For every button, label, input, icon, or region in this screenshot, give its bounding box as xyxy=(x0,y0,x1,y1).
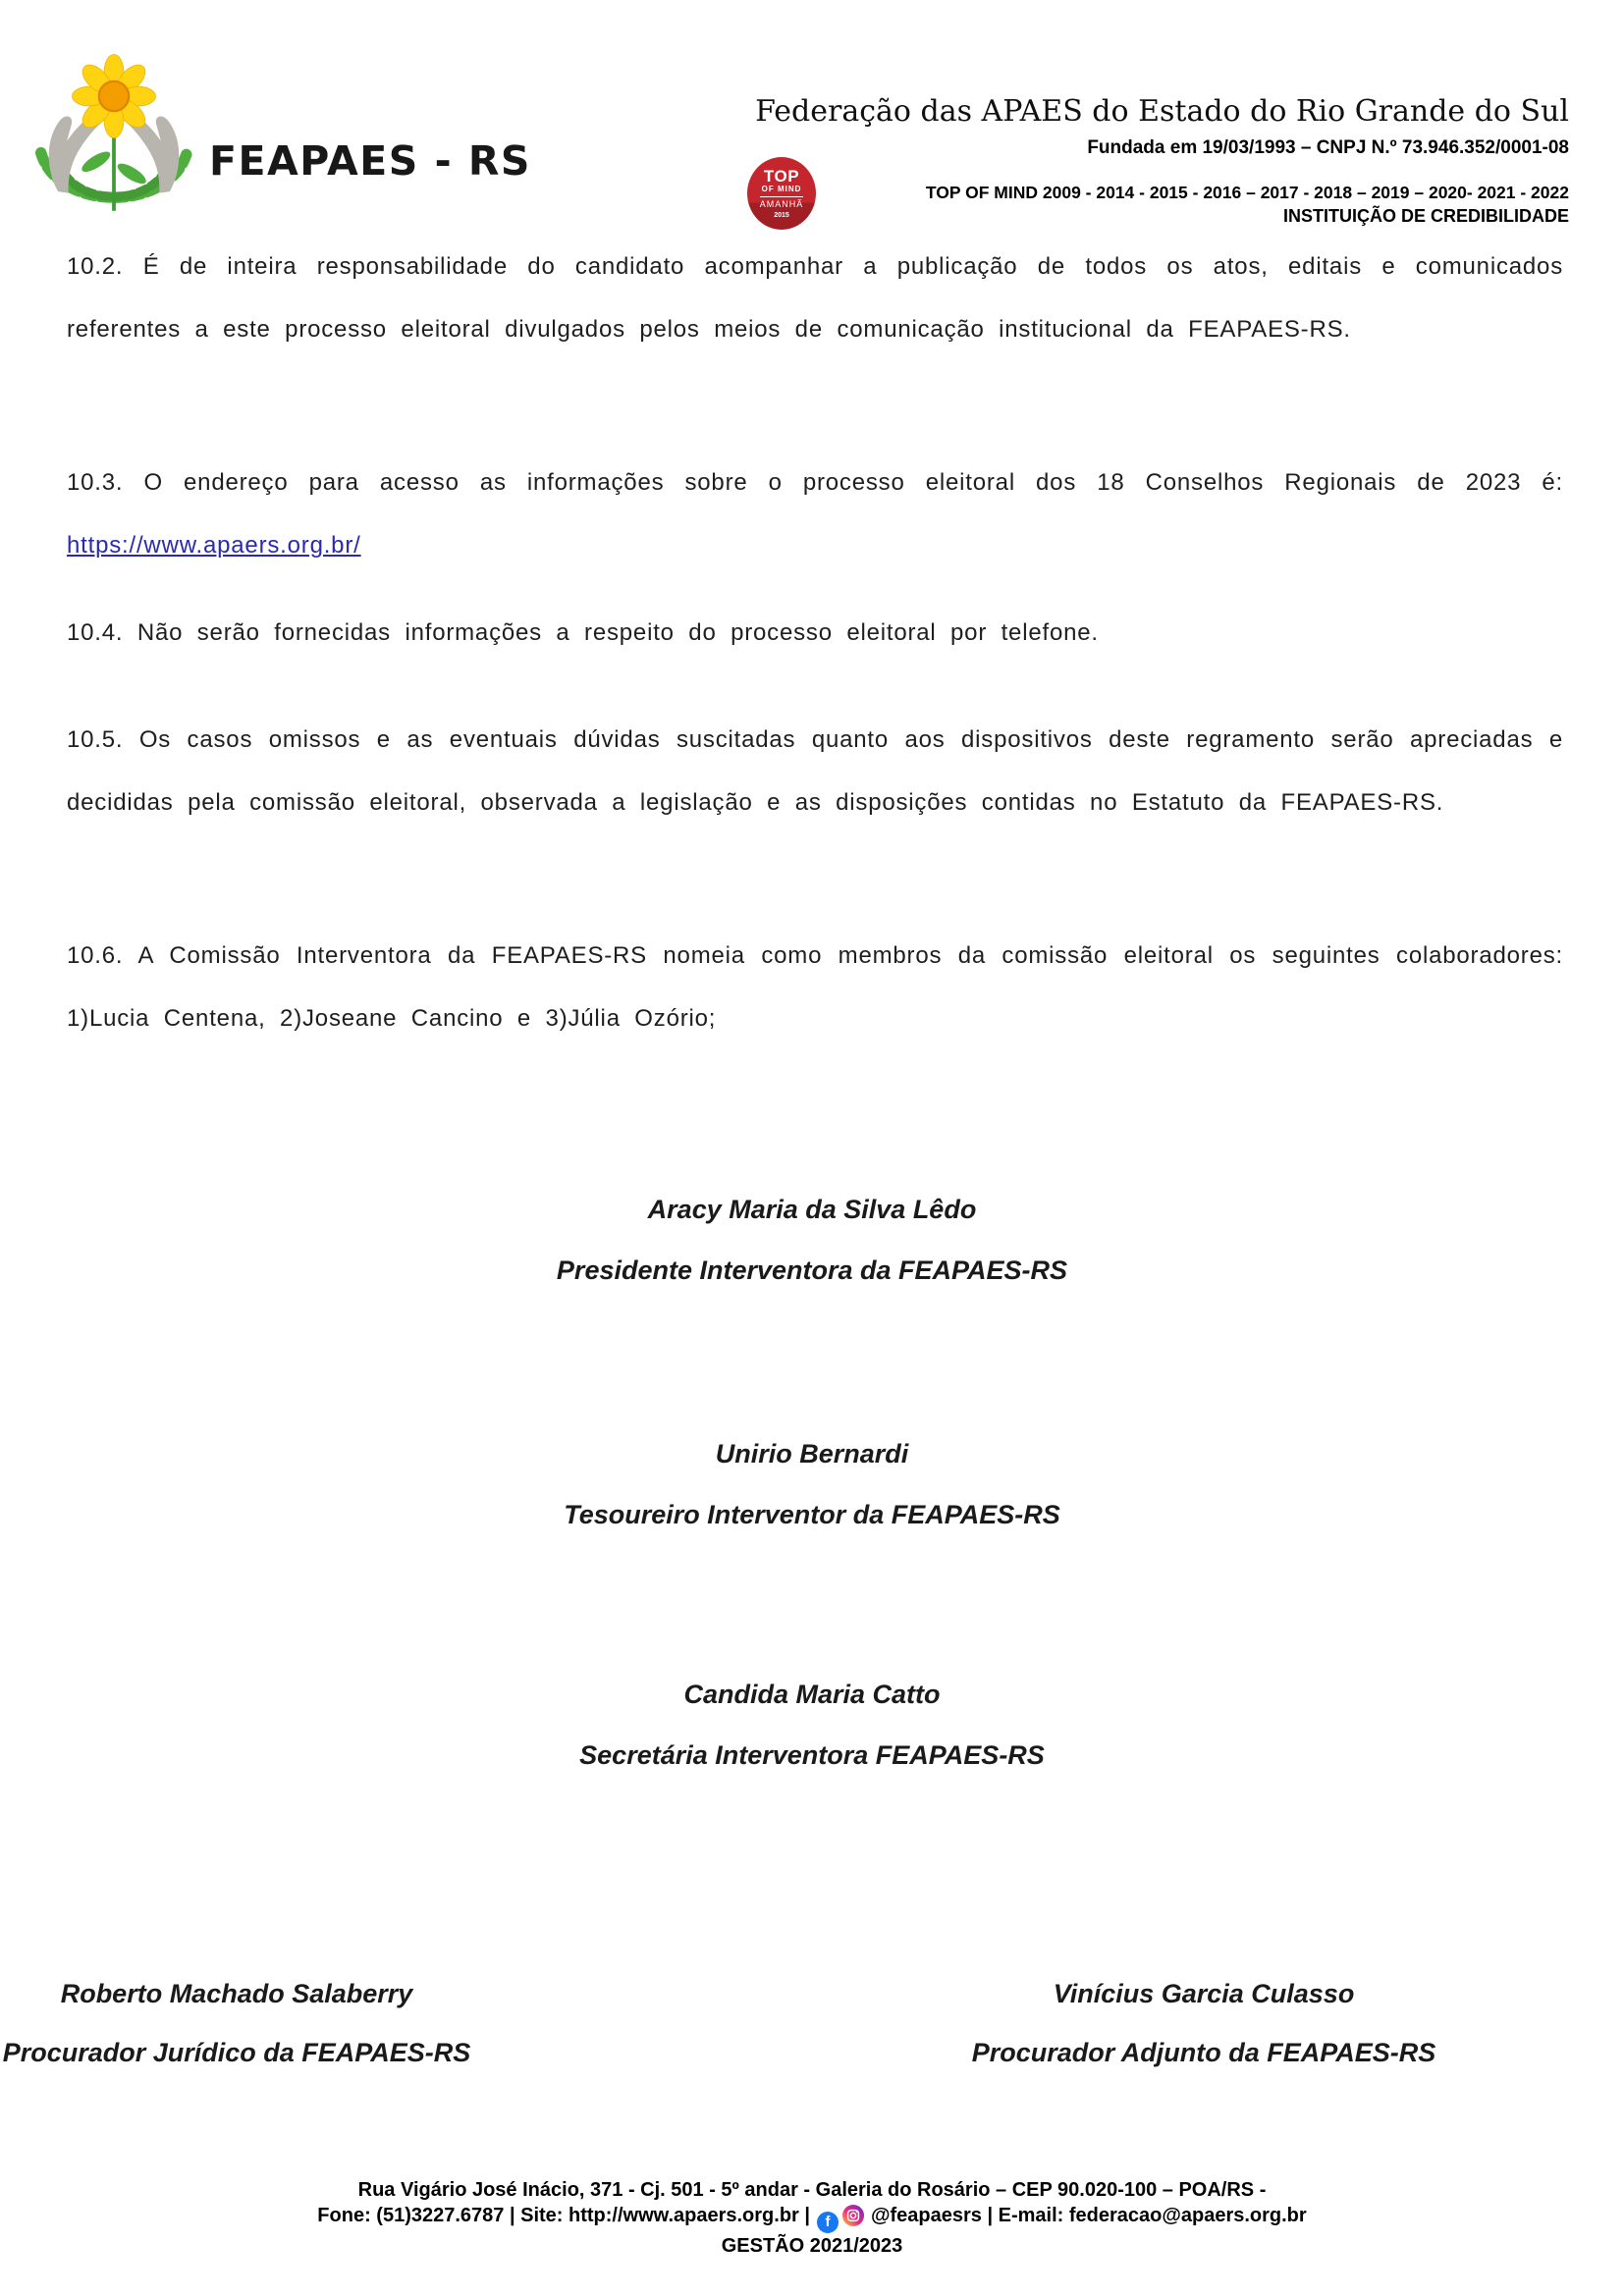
signatory-role: Secretária Interventora FEAPAES-RS xyxy=(579,1740,1045,1770)
footer-address: Rua Vigário José Inácio, 371 - Cj. 501 - 5º andar - Galeria do Rosário – CEP 90.020-100 – POA/RS - xyxy=(357,2179,1267,2201)
paragraph-10-5: 10.5. Os casos omissos e as eventuais dúvidas suscitadas quanto aos dispositivos deste regramento serão apreciadas e decididas pela comissão eleitoral, observada a legislação e as disposições contidas no Estatuto da FEAPAES-RS. xyxy=(67,726,1563,816)
signatory-role: Presidente Interventora da FEAPAES-RS xyxy=(556,1255,1068,1285)
signature-block-presidente xyxy=(0,1179,1624,1301)
credibility-line: INSTITUIÇÃO DE CREDIBILIDADE xyxy=(1282,206,1569,226)
badge-amanha-text: AMANHÃ xyxy=(759,199,804,209)
signatory-role: Procurador Adjunto da FEAPAES-RS xyxy=(971,2038,1436,2067)
signature-block-procurador-juridico xyxy=(0,1964,473,2082)
signatory-name: Aracy Maria da Silva Lêdo xyxy=(647,1195,977,1224)
signatory-name: Roberto Machado Salaberry xyxy=(60,1979,413,2008)
paragraph-10-3: 10.3. O endereço para acesso as informações sobre o processo eleitoral dos 18 Conselhos Regionais de 2023 é: xyxy=(67,469,1563,496)
badge-ofmind-text: OF MIND xyxy=(761,185,802,193)
signatory-role: Procurador Jurídico da FEAPAES-RS xyxy=(2,2038,471,2067)
org-title: Federação das APAES do Estado do Rio Grande do Sul xyxy=(755,94,1569,129)
footer xyxy=(0,2177,1624,2259)
signatory-name: Unirio Bernardi xyxy=(715,1439,909,1468)
footer-contact-prefix: Fone: (51)3227.6787 | Site: http://www.apaers.org.br | xyxy=(317,2205,810,2226)
footer-contact-line xyxy=(0,2203,1624,2233)
top-of-mind-years-line: TOP OF MIND 2009 - 2014 - 2015 - 2016 – 2017 - 2018 – 2019 – 2020- 2021 - 2022 xyxy=(925,183,1569,202)
paragraph-10-4: 10.4. Não serão fornecidas informações a respeito do processo eleitoral por telefone. xyxy=(67,619,1099,646)
signature-block-tesoureiro xyxy=(0,1423,1624,1545)
founded-cnpj-line: Fundada em 19/03/1993 – CNPJ N.º 73.946.352/0001-08 xyxy=(1087,137,1569,158)
badge-year: 2015 xyxy=(774,212,789,219)
eleitoral-info-link[interactable]: https://www.apaers.org.br/ xyxy=(67,532,361,559)
signatory-name: Vinícius Garcia Culasso xyxy=(1053,1979,1355,2008)
badge-divider xyxy=(760,196,803,197)
footer-social-handle: @feapaesrs xyxy=(871,2205,982,2226)
logo-wordmark: FEAPAES - RS xyxy=(209,137,531,185)
signature-block-procurador-adjunto xyxy=(966,1964,1441,2082)
feapaes-sunflower-hands-logo-icon xyxy=(25,35,203,243)
signatory-name: Candida Maria Catto xyxy=(683,1680,941,1709)
instagram-icon xyxy=(842,2205,864,2226)
badge-top-text: TOP xyxy=(763,167,800,186)
footer-gestao: GESTÃO 2021/2023 xyxy=(721,2235,903,2257)
signatory-role: Tesoureiro Interventor da FEAPAES-RS xyxy=(564,1500,1060,1529)
footer-contact-suffix: | E-mail: federacao@apaers.org.br xyxy=(987,2205,1307,2226)
facebook-icon: f xyxy=(817,2212,839,2233)
paragraph-10-2: 10.2. É de inteira responsabilidade do candidato acompanhar a publicação de todos os atos, editais e comunicados referentes a este processo eleitoral divulgados pelos meios de comunicação institucional da FEAPAES-RS. xyxy=(67,253,1563,343)
top-of-mind-badge xyxy=(747,157,816,230)
signature-block-secretaria xyxy=(0,1664,1624,1786)
paragraph-10-6: 10.6. A Comissão Interventora da FEAPAES-RS nomeia como membros da comissão eleitoral os seguintes colaboradores: 1)Lucia Centena, 2)Joseane Cancino e 3)Júlia Ozório; xyxy=(67,942,1563,1032)
